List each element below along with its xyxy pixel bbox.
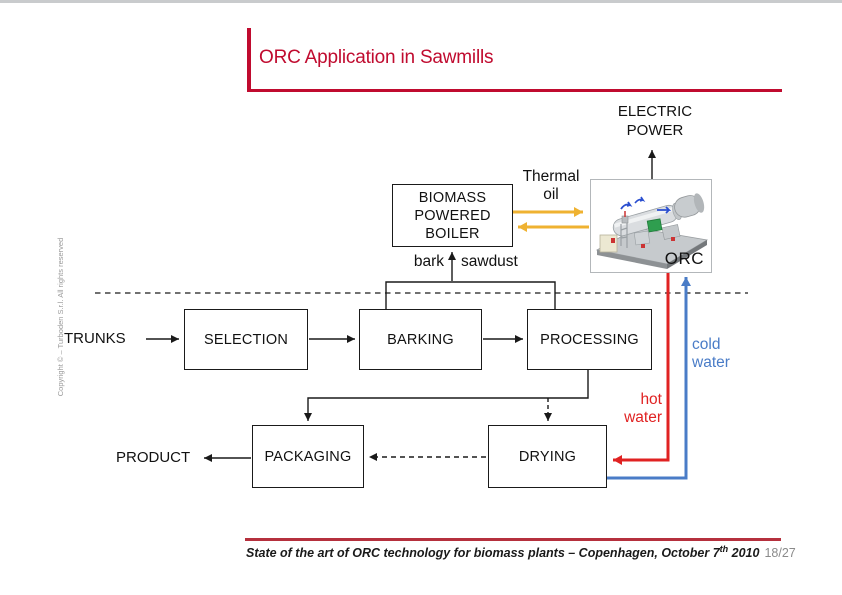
thermal-oil-line1: Thermal	[522, 168, 580, 185]
cold-water-label	[692, 336, 730, 372]
boiler-line2: POWERED	[414, 207, 491, 224]
collector-line-barking-processing	[386, 282, 555, 310]
electric-power-line2: POWER	[626, 122, 684, 139]
footer-text: State of the art of ORC technology for biomass plants – Copenhagen, October 7	[246, 546, 720, 561]
orc-label: ORC	[664, 249, 704, 268]
node-processing: PROCESSING	[527, 309, 652, 370]
footer-rule	[245, 538, 781, 541]
node-selection: SELECTION	[184, 309, 308, 370]
node-packaging: PACKAGING	[252, 425, 364, 488]
cold-water-line1: cold	[692, 336, 721, 353]
electric-power-label	[595, 102, 715, 140]
arrow-processing-to-packaging	[308, 370, 588, 421]
thermal-oil-line2: oil	[543, 186, 559, 203]
bark-label: bark	[413, 253, 444, 270]
node-barking: BARKING	[359, 309, 482, 370]
boiler-line3: BOILER	[425, 225, 480, 242]
footer	[246, 544, 796, 560]
boiler-line1: BIOMASS	[418, 189, 487, 206]
copyright-text: Copyright © – Turboden S.r.l. All rights reserved	[56, 237, 65, 397]
product-label: PRODUCT	[116, 449, 191, 466]
hot-water-label	[612, 391, 662, 427]
trunks-label: TRUNKS	[64, 330, 126, 347]
thermal-oil-label	[515, 168, 587, 204]
node-drying: DRYING	[488, 425, 607, 488]
orc-unit-image	[590, 179, 712, 273]
page-title: ORC Application in Sawmills	[259, 47, 494, 68]
hot-water-line2: water	[624, 409, 662, 426]
electric-power-line1: ELECTRIC	[617, 103, 693, 120]
node-biomass-boiler	[392, 184, 513, 247]
hot-water-line1: hot	[640, 391, 662, 408]
sawdust-label: sawdust	[461, 253, 518, 270]
footer-sup: th	[719, 544, 729, 554]
cold-water-line2: water	[692, 354, 730, 371]
arrow-cold-water-drying-to-orc	[607, 277, 686, 478]
footer-year: 2010	[728, 546, 760, 561]
page-number: 18/27	[764, 546, 796, 561]
